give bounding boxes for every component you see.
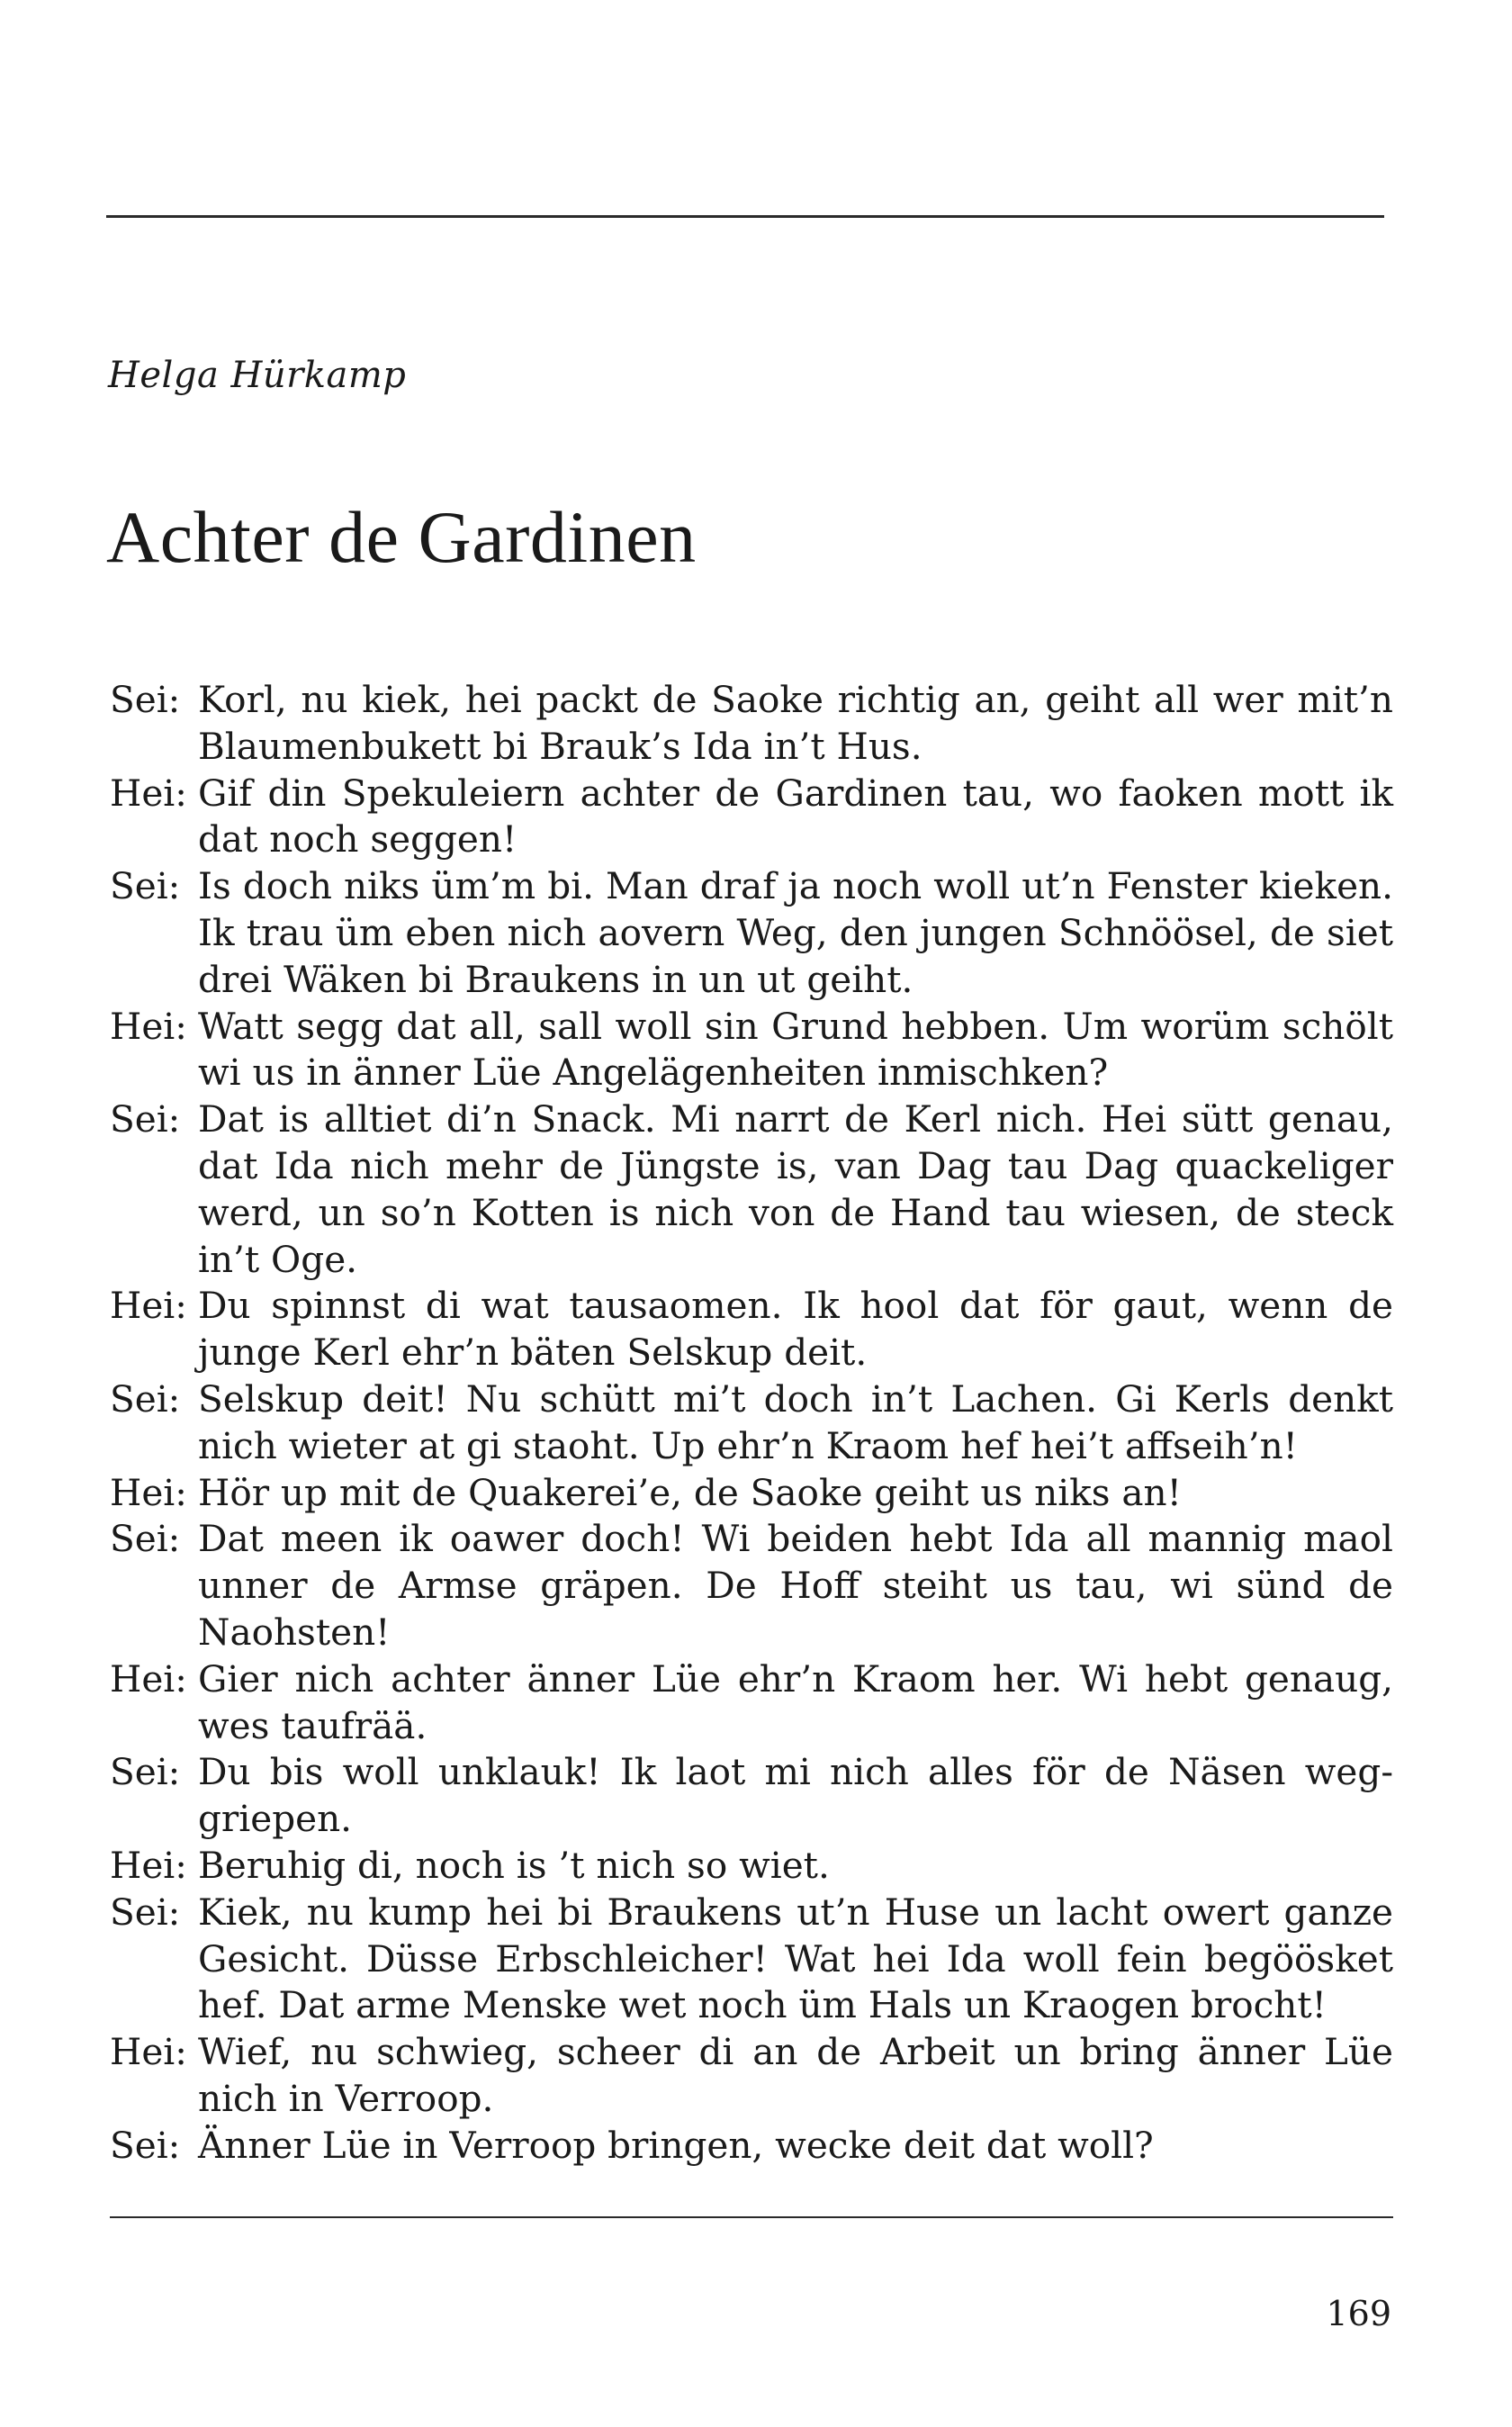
- speaker-label: Sei:: [110, 2123, 181, 2167]
- line-text: Dat is alltiet di’n Snack. Mi narrt de Kerl nich. Hei sütt genau, dat Ida nich mehr de Jüngste is, van Dag tau Dag quackeliger werd, un so’n Kotten is nich von de Hand tau wiesen, de steck in’t Oge.: [198, 1097, 1393, 1281]
- bottom-rule: [110, 2216, 1393, 2218]
- dialogue-line: [110, 1004, 1393, 1097]
- line-text: Is doch niks üm’m bi. Man draf ja noch woll ut’n Fenster kieken. Ik trau üm eben nich aovern Weg, den jungen Schnöösel, de siet drei Wäken bi Braukens in un ut geiht.: [198, 864, 1393, 1001]
- author-name: Helga Hürkamp: [108, 355, 407, 396]
- speaker-label: Sei:: [110, 678, 181, 721]
- speaker-label: Hei:: [110, 1656, 187, 1701]
- dialogue-line: [110, 1283, 1393, 1376]
- speaker-label: Sei:: [110, 1517, 181, 1561]
- line-text: Wief, nu schwieg, scheer di an de Arbeit un bring änner Lüe nich in Verroop.: [198, 2030, 1393, 2120]
- line-text: Selskup deit! Nu schütt mi’t doch in’t Lachen. Gi Kerls denkt nich wieter at gi staoht. Up ehr’n Kraom hef hei’t affseih’n!: [198, 1376, 1393, 1467]
- speaker-label: Hei:: [110, 1284, 187, 1328]
- speaker-label: Hei:: [110, 1470, 187, 1514]
- dialogue-text: [110, 677, 1393, 2170]
- dialogue-line: [110, 2029, 1393, 2123]
- dialogue-line: [110, 1656, 1393, 1750]
- dialogue-line: [110, 1376, 1393, 1470]
- speaker-label: Sei:: [110, 1750, 181, 1794]
- speaker-label: Sei:: [110, 864, 181, 908]
- line-text: Änner Lüe in Verroop bringen, wecke deit dat woll?: [198, 2123, 1154, 2167]
- speaker-label: Hei:: [110, 1004, 187, 1048]
- dialogue-line: [110, 771, 1393, 864]
- line-text: Hör up mit de Quakerei’e, de Saoke geiht us niks an!: [198, 1470, 1182, 1514]
- dialogue-line: [110, 1890, 1393, 2029]
- line-text: Beruhig di, noch is ’t nich so wiet.: [198, 1843, 830, 1887]
- dialogue-line: [110, 1843, 1393, 1890]
- speaker-label: Hei:: [110, 771, 187, 815]
- dialogue-line: [110, 2123, 1393, 2170]
- line-text: Kiek, nu kump hei bi Braukens ut’n Huse un lacht owert ganze Gesicht. Düsse Erbschleicher! Wat hei Ida woll fein begöösket hef. Dat arme Menske wet noch üm Hals un Kraogen brocht!: [198, 1890, 1393, 2027]
- line-text: Gif din Spekuleiern achter de Gardinen tau, wo faoken mott ik dat noch seggen!: [198, 771, 1393, 862]
- line-text: Du spinnst di wat tausaomen. Ik hool dat för gaut, wenn de junge Kerl ehr’n bäten Selskup deit.: [198, 1284, 1393, 1375]
- speaker-label: Hei:: [110, 2030, 187, 2074]
- dialogue-line: [110, 1516, 1393, 1656]
- line-text: Watt segg dat all, sall woll sin Grund hebben. Um worüm schölt wi us in änner Lüe Angelägenheiten inmischken?: [198, 1004, 1393, 1095]
- dialogue-line: [110, 677, 1393, 771]
- speaker-label: Sei:: [110, 1890, 181, 1934]
- speaker-label: Hei:: [110, 1843, 187, 1887]
- speaker-label: Sei:: [110, 1376, 181, 1421]
- line-text: Korl, nu kiek, hei packt de Saoke richtig an, geiht all wer mit’n Blaumenbukett bi Brauk’s Ida in’t Hus.: [198, 678, 1393, 768]
- line-text: Du bis woll unklauk! Ik laot mi nich alles för de Näsen weggriepen.: [198, 1750, 1393, 1841]
- line-text: Gier nich achter änner Lüe ehr’n Kraom her. Wi hebt genaug, wes taufrää.: [198, 1656, 1393, 1747]
- dialogue-line: [110, 863, 1393, 1003]
- line-text: Dat meen ik oawer doch! Wi beiden hebt Ida all mannig maol unner de Armse gräpen. De Hoff steiht us tau, wi sünd de Naohsten!: [198, 1517, 1393, 1654]
- page-number: 169: [1326, 2294, 1391, 2333]
- top-rule: [106, 215, 1384, 218]
- dialogue-line: [110, 1470, 1393, 1517]
- dialogue-line: [110, 1096, 1393, 1283]
- dialogue-line: [110, 1749, 1393, 1843]
- speaker-label: Sei:: [110, 1097, 181, 1141]
- story-title: Achter de Gardinen: [106, 496, 697, 578]
